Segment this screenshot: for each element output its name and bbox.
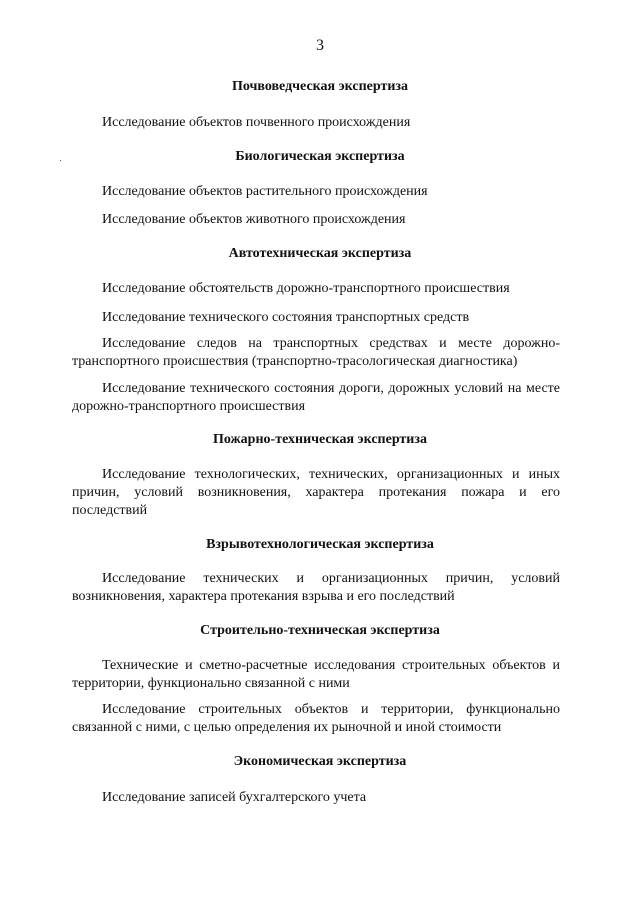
section-heading-explosion: Взрывотехнологическая экспертиза <box>206 537 434 552</box>
section-heading-fire-technical: Пожарно-техническая экспертиза <box>212 432 427 447</box>
section-item: Исследование объектов животного происхождения <box>102 212 406 227</box>
section-item: Исследование технического состояния дороги, дорожных условий на месте дорожно-транспортного происшествия <box>72 381 560 414</box>
section-item: Исследование обстоятельств дорожно-транспортного происшествия <box>102 281 510 296</box>
section-item: Технические и сметно-расчетные исследования строительных объектов и территории, функционально связанной с ними <box>72 658 560 691</box>
section-item: Исследование строительных объектов и территории, функционально связанной с ними, с целью определения их рыночной и иной стоимости <box>72 702 560 735</box>
section-item: Исследование объектов растительного происхождения <box>102 184 428 199</box>
section-item: Исследование технического состояния транспортных средств <box>102 310 470 325</box>
section-item: Исследование объектов почвенного происхождения <box>102 115 411 130</box>
section-heading-autotechnical: Автотехническая экспертиза <box>228 246 412 261</box>
section-item: Исследование следов на транспортных средствах и месте дорожно-транспортного происшествия (транспортно-трасологическая диагностика) <box>72 336 560 369</box>
section-item: Исследование технических и организационных причин, условий возникновения, характера протекания взрыва и его последствий <box>72 571 560 604</box>
section-heading-biological: Биологическая экспертиза <box>235 149 405 164</box>
page-number: 3 <box>316 37 324 54</box>
section-heading-construction: Строительно-техническая экспертиза <box>200 623 440 638</box>
section-heading-soil: Почвоведческая экспертиза <box>231 79 409 94</box>
section-item: Исследование записей бухгалтерского учета <box>102 790 367 805</box>
section-heading-economic: Экономическая экспертиза <box>233 754 407 769</box>
section-item: Исследование технологических, технических, организационных и иных причин, условий возникновения, характера протекания пожара и его последствий <box>72 467 560 518</box>
